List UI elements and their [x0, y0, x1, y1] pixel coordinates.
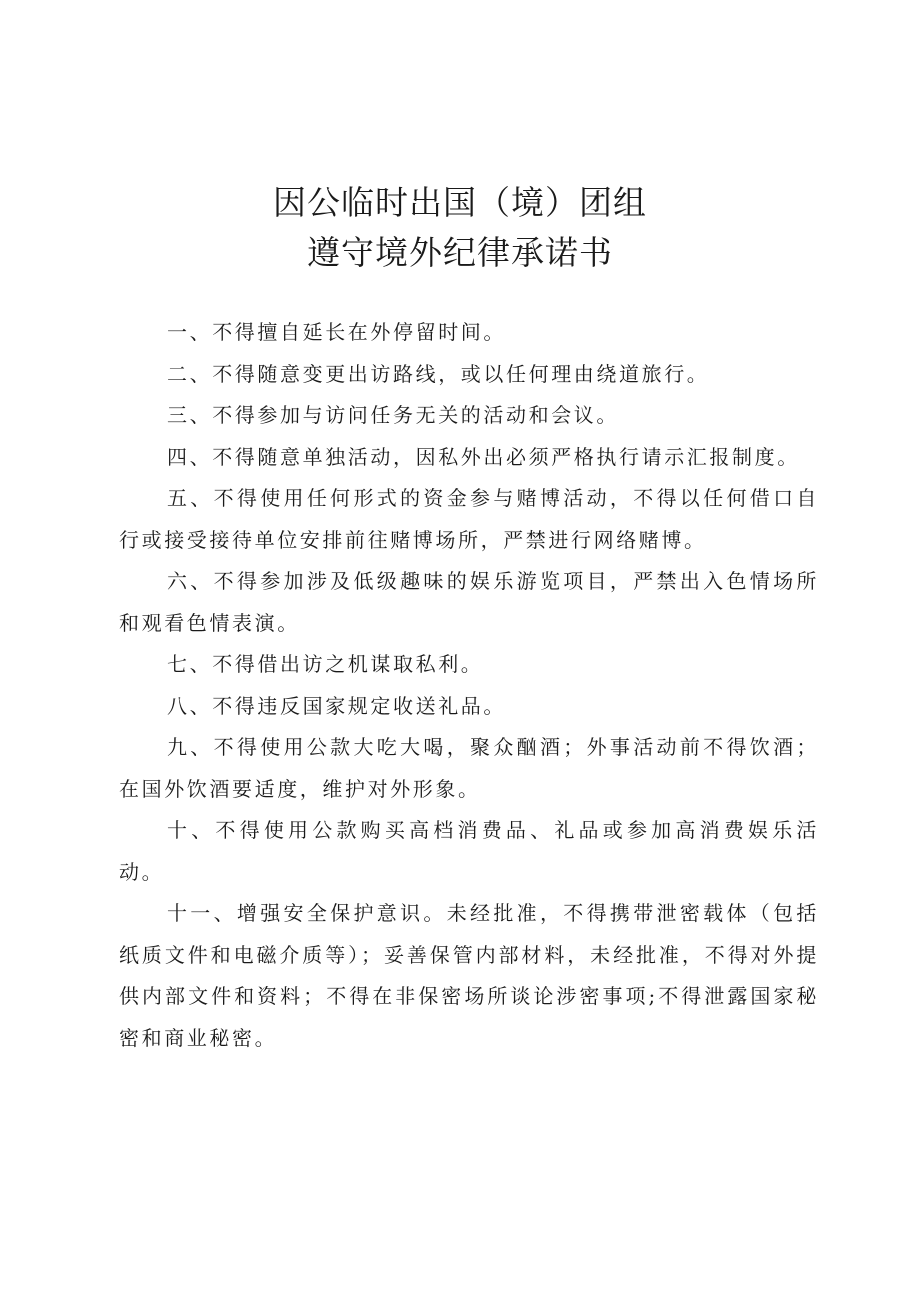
commitment-item-10: 十、不得使用公款购买高档消费品、礼品或参加高消费娱乐活动。 [119, 818, 819, 884]
commitment-item-11: 十一、增强安全保护意识。未经批准，不得携带泄密载体（包括纸质文件和电磁介质等）；妥善保管内部材料，未经批准，不得对外提供内部文件和资料；不得在非保密场所谈论涉密事项;不得泄露国家秘密和商业秘密。 [119, 901, 819, 1050]
commitment-item-9: 九、不得使用公款大吃大喝，聚众酗酒；外事活动前不得饮酒；在国外饮酒要适度，维护对外形象。 [119, 735, 819, 801]
commitment-item-5: 五、不得使用任何形式的资金参与赌博活动，不得以任何借口自行或接受接待单位安排前往赌博场所，严禁进行网络赌博。 [119, 486, 819, 552]
commitment-item-2: 二、不得随意变更出访路线，或以任何理由绕道旅行。 [167, 361, 710, 386]
commitment-item-1: 一、不得擅自延长在外停留时间。 [167, 320, 506, 344]
title-line-1: 因公临时出国（境）团组 [273, 183, 647, 222]
commitment-item-6: 六、不得参加涉及低级趣味的娱乐游览项目，严禁出入色情场所和观看色情表演。 [119, 569, 819, 635]
commitment-item-8: 八、不得违反国家规定收送礼品。 [167, 693, 506, 718]
title-line-2: 遵守境外纪律承诺书 [307, 233, 613, 272]
commitment-list [119, 312, 819, 1059]
commitment-item-4: 四、不得随意单独活动，因私外出必须严格执行请示汇报制度。 [167, 444, 800, 469]
commitment-item-3: 三、不得参加与访问任务无关的活动和会议。 [167, 403, 619, 427]
document-title [0, 178, 920, 278]
commitment-item-7: 七、不得借出访之机谋取私利。 [167, 652, 484, 676]
